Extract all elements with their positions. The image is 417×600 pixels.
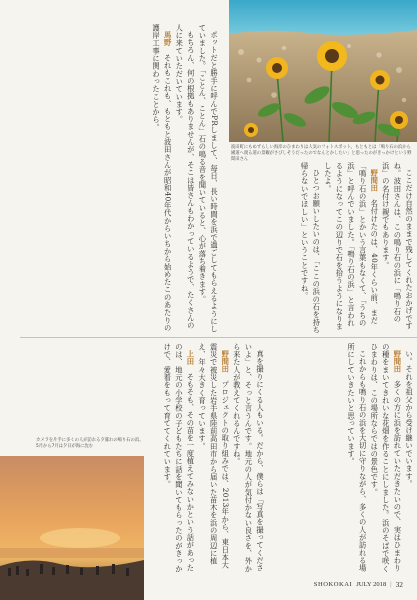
paragraph: もちろん、何の根拠もありませんが、そこは皆さんもわかっているようで、たくさんの人に来ていただいています。 — [175, 24, 196, 330]
paragraph: これからも鳴り石の浜を大切に守りながら、多くの人が訪れる場所にしていきたいと思っています。 — [347, 343, 368, 573]
paragraph: 野間田 プロジェクトの取り組みでは、2013年から、東日本大震災で被災した岩手県陸前高田市から届いた苗木を浜の周辺に植え、年々大きく育っています。 — [198, 343, 231, 570]
article-block-top-left — [22, 24, 220, 334]
page-footer — [314, 580, 403, 589]
article-block-bottom-left — [272, 343, 415, 575]
page-number: 32 — [395, 580, 403, 589]
paragraph: 上田 そもそも、その苗を一度植えてみないかという話があったのは、地元の小学校の子どもたちに話を聞いてもらったのがきっかけで、愛着をもって育ててくれています。 — [163, 343, 196, 573]
paragraph: い。それを祖父から受け継いでいます。 — [405, 350, 414, 488]
paragraph: ひとつお願いしたいのは、「ここの浜の石を持ち帰らないでほしい」ということですね。 — [300, 162, 322, 334]
sunset-photo-caption: カメラを片手に多くの人が訪れる夕暮れの鳴り石の浜。5月から7月は夕日が海に沈む — [36, 438, 144, 449]
magazine-name: SHOKOKAI — [313, 581, 353, 588]
paragraph: ポットだと勝手に呼んでPRしまして、毎日、長い時間を浜で過ごしてもらえるようにしていました。「ことん、ことん」石の鳴る音を聞いていると、心が落ち着きます。 — [198, 24, 219, 334]
paragraph: 野間田 名付けたのは、40年くらい前、まだ「鳴り石の浜」とかいう言葉もなくて、「うちの浜」と呼んでいました。「鳴り石の浜」と言われるようになってこの辺りで石を拾うようになりましたよ。 — [323, 162, 380, 331]
sunset-photo — [0, 456, 144, 600]
article-block-bottom-right — [146, 343, 266, 575]
sunflower-photo-caption: 波田町にもめずらしい海岸のひまわりは人気のフォトスポット。もともとは「鳴り石の浜から國道へ渡る道の景観がさびしそうだったのでなんとかしたい」と思ったのがきっかけという野間田さん — [231, 145, 412, 162]
paragraph: 馬野 それもこれも、もともと波田さんが昭和40年代からいちから始めたこのあたりの護岸工事に関わったことから。 — [152, 24, 173, 332]
column-divider — [20, 337, 417, 338]
footer-separator: | — [390, 581, 392, 588]
sunflower-photo — [229, 0, 417, 142]
paragraph: 野間田 多くの方に浜を訪れていただきたいので、実はひまわりの種をまいてきれいな花畑を作ることにしました。浜のそばで咲くひまわりは、この場所ならではの景色です。 — [370, 343, 403, 573]
article-block-top-right — [229, 162, 415, 334]
sunset-illustration — [0, 456, 144, 600]
paragraph: 真を撮りにくる人もいる。だから、僕らは「写真を撮ってくださいよ」と、そっと言うんです。地元の人が気付かない良さを、外から来た人が教えてくれるんですね。 — [232, 343, 265, 573]
paragraph: ここだけ自然のままで残してくれたおかげですね。波田さんは、この鳴り石の浜に「鳴り石の浜」の名付け親でもあります。 — [381, 162, 414, 330]
issue-date: JULY 2018 — [356, 581, 387, 588]
sunflower-illustration — [229, 0, 417, 142]
